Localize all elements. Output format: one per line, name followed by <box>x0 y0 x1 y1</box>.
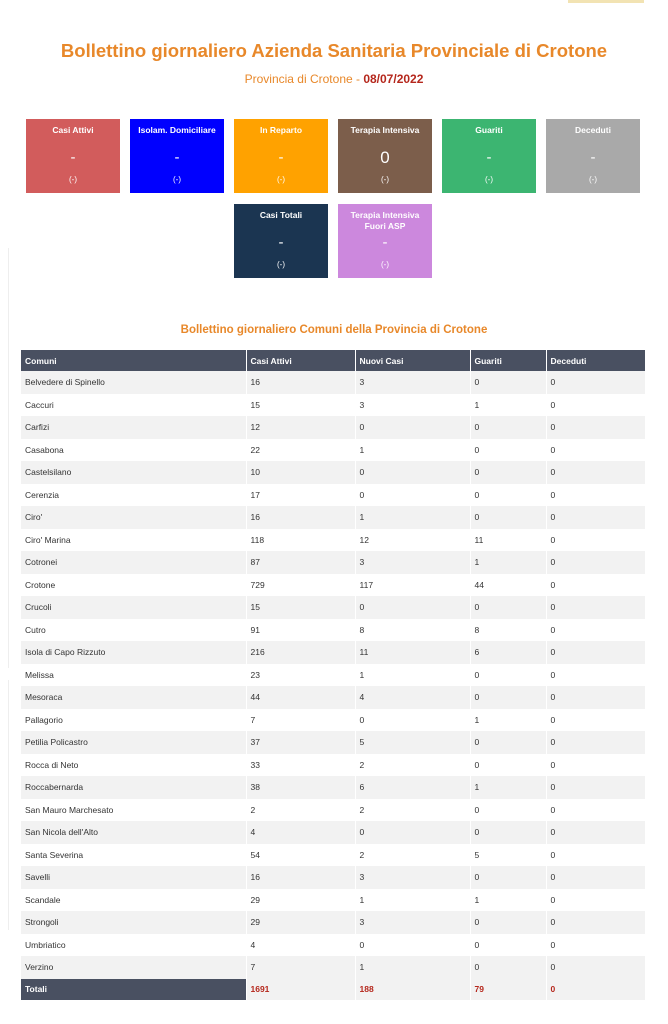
top-edge-decoration <box>568 0 644 3</box>
table-row <box>21 394 645 417</box>
cell-nuovi-casi: 3 <box>355 371 470 394</box>
cell-nuovi-casi: 12 <box>355 529 470 552</box>
cell-comune: Rocca di Neto <box>21 754 246 777</box>
column-header-comuni[interactable]: Comuni <box>21 350 246 371</box>
cell-comune: Scandale <box>21 889 246 912</box>
card-value: 0 <box>380 148 390 167</box>
cell-deceduti: 0 <box>546 596 645 619</box>
cell-comune: Mesoraca <box>21 686 246 709</box>
cell-casi-attivi: 38 <box>246 776 355 799</box>
card-value: - <box>486 149 492 166</box>
cell-casi-attivi: 91 <box>246 619 355 642</box>
cell-deceduti: 0 <box>546 619 645 642</box>
table-row <box>21 686 645 709</box>
card-casi-attivi <box>26 119 120 193</box>
cell-guariti: 0 <box>470 934 546 957</box>
cell-deceduti: 0 <box>546 551 645 574</box>
table-row <box>21 461 645 484</box>
card-delta: (-) <box>381 260 389 269</box>
card-delta: (-) <box>277 260 285 269</box>
cell-comune: Isola di Capo Rizzuto <box>21 641 246 664</box>
cell-guariti: 11 <box>470 529 546 552</box>
cell-comune: San Mauro Marchesato <box>21 799 246 822</box>
cell-comune: Cutro <box>21 619 246 642</box>
cell-deceduti: 0 <box>546 664 645 687</box>
cell-guariti: 6 <box>470 641 546 664</box>
cell-casi-attivi: 87 <box>246 551 355 574</box>
cell-guariti: 0 <box>470 956 546 979</box>
cell-deceduti: 0 <box>546 394 645 417</box>
card-terapia-intensiva <box>338 119 432 193</box>
card-casi-totali <box>234 204 328 278</box>
cell-comune: Ciro' Marina <box>21 529 246 552</box>
cell-nuovi-casi: 0 <box>355 484 470 507</box>
card-delta: (-) <box>277 175 285 184</box>
card-delta: (-) <box>173 175 181 184</box>
cell-guariti: 1 <box>470 889 546 912</box>
cell-comune: Carfizi <box>21 416 246 439</box>
table-row <box>21 844 645 867</box>
left-divider <box>8 248 9 668</box>
cell-guariti: 1 <box>470 709 546 732</box>
table-row <box>21 551 645 574</box>
cell-guariti: 0 <box>470 439 546 462</box>
cell-guariti: 0 <box>470 821 546 844</box>
cell-comune: Casabona <box>21 439 246 462</box>
column-header-nuovi-casi[interactable]: Nuovi Casi <box>355 350 470 371</box>
cell-comune: Crotone <box>21 574 246 597</box>
card-isolam-domiciliare <box>130 119 224 193</box>
card-in-reparto <box>234 119 328 193</box>
cell-deceduti: 0 <box>546 439 645 462</box>
cell-casi-attivi: 17 <box>246 484 355 507</box>
cell-comune: Cerenzia <box>21 484 246 507</box>
cell-comune: Melissa <box>21 664 246 687</box>
cell-nuovi-casi: 117 <box>355 574 470 597</box>
cell-deceduti: 0 <box>546 709 645 732</box>
cell-comune: San Nicola dell'Alto <box>21 821 246 844</box>
cell-comune: Cotronei <box>21 551 246 574</box>
cell-deceduti: 0 <box>546 686 645 709</box>
table-row <box>21 506 645 529</box>
cell-guariti: 0 <box>470 664 546 687</box>
cell-deceduti: 0 <box>546 371 645 394</box>
cell-deceduti: 0 <box>546 821 645 844</box>
cell-guariti: 0 <box>470 371 546 394</box>
table-row <box>21 911 645 934</box>
table-row <box>21 416 645 439</box>
cell-comune: Castelsilano <box>21 461 246 484</box>
left-divider <box>8 680 9 930</box>
cell-guariti: 0 <box>470 416 546 439</box>
cell-guariti: 0 <box>470 754 546 777</box>
table-row <box>21 484 645 507</box>
card-label: Isolam. Domiciliare <box>138 125 216 135</box>
cell-casi-attivi: 29 <box>246 889 355 912</box>
cell-deceduti: 0 <box>546 529 645 552</box>
card-value: - <box>590 149 596 166</box>
cell-deceduti: 0 <box>546 799 645 822</box>
cell-casi-attivi: 23 <box>246 664 355 687</box>
cell-guariti: 0 <box>470 484 546 507</box>
cell-comune: Petilia Policastro <box>21 731 246 754</box>
table-row <box>21 619 645 642</box>
cell-casi-attivi: 216 <box>246 641 355 664</box>
cell-comune: Caccuri <box>21 394 246 417</box>
cell-comune: Pallagorio <box>21 709 246 732</box>
cell-deceduti: 0 <box>546 574 645 597</box>
table-row <box>21 664 645 687</box>
cell-casi-attivi: 33 <box>246 754 355 777</box>
table-row <box>21 776 645 799</box>
cell-nuovi-casi: 2 <box>355 844 470 867</box>
cell-guariti: 1 <box>470 776 546 799</box>
card-label: Terapia Intensiva <box>350 125 420 135</box>
table-row <box>21 889 645 912</box>
page-subtitle <box>0 72 668 86</box>
page-title: Bollettino giornaliero Azienda Sanitaria Provinciale di Crotone <box>60 40 608 61</box>
cell-nuovi-casi: 0 <box>355 821 470 844</box>
cell-nuovi-casi: 8 <box>355 619 470 642</box>
cell-guariti: 5 <box>470 844 546 867</box>
cell-nuovi-casi: 0 <box>355 461 470 484</box>
cell-comune: Umbriatico <box>21 934 246 957</box>
table-body <box>21 371 645 979</box>
cell-deceduti: 0 <box>546 754 645 777</box>
cell-deceduti: 0 <box>546 641 645 664</box>
cell-comune: Roccabernarda <box>21 776 246 799</box>
cell-deceduti: 0 <box>546 776 645 799</box>
table-row <box>21 641 645 664</box>
cell-deceduti: 0 <box>546 484 645 507</box>
cell-comune: Crucoli <box>21 596 246 619</box>
table-row <box>21 934 645 957</box>
cell-comune: Strongoli <box>21 911 246 934</box>
card-label: Casi Totali <box>259 210 303 220</box>
card-delta: (-) <box>381 175 389 184</box>
card-guariti <box>442 119 536 193</box>
cell-casi-attivi: 54 <box>246 844 355 867</box>
cell-deceduti: 0 <box>546 911 645 934</box>
table-row <box>21 596 645 619</box>
cell-nuovi-casi: 4 <box>355 686 470 709</box>
cell-nuovi-casi: 6 <box>355 776 470 799</box>
cell-casi-attivi: 12 <box>246 416 355 439</box>
cell-deceduti: 0 <box>546 461 645 484</box>
cell-casi-attivi: 118 <box>246 529 355 552</box>
cell-nuovi-casi: 0 <box>355 596 470 619</box>
card-value: - <box>382 234 388 251</box>
cell-casi-attivi: 10 <box>246 461 355 484</box>
cell-deceduti: 0 <box>546 844 645 867</box>
cell-comune: Verzino <box>21 956 246 979</box>
card-label: Deceduti <box>575 125 611 135</box>
table-row <box>21 866 645 889</box>
cell-nuovi-casi: 2 <box>355 799 470 822</box>
cell-casi-attivi: 4 <box>246 934 355 957</box>
cell-guariti: 0 <box>470 506 546 529</box>
table-row <box>21 799 645 822</box>
cell-nuovi-casi: 0 <box>355 709 470 732</box>
table-row <box>21 709 645 732</box>
comuni-table <box>21 350 646 1000</box>
card-value: - <box>278 234 284 251</box>
table-row <box>21 529 645 552</box>
cell-casi-attivi: 22 <box>246 439 355 462</box>
cell-guariti: 8 <box>470 619 546 642</box>
card-label: Casi Attivi <box>52 125 94 135</box>
cell-nuovi-casi: 1 <box>355 956 470 979</box>
card-value: - <box>174 149 180 166</box>
table-row <box>21 439 645 462</box>
cell-casi-attivi: 4 <box>246 821 355 844</box>
cell-casi-attivi: 15 <box>246 394 355 417</box>
cell-guariti: 0 <box>470 686 546 709</box>
column-header-casi-attivi[interactable]: Casi Attivi <box>246 350 355 371</box>
cell-deceduti: 0 <box>546 416 645 439</box>
total-deceduti: 0 <box>546 979 645 1000</box>
card-delta: (-) <box>589 175 597 184</box>
cell-nuovi-casi: 1 <box>355 889 470 912</box>
table-row <box>21 821 645 844</box>
cell-casi-attivi: 16 <box>246 371 355 394</box>
cell-guariti: 1 <box>470 394 546 417</box>
cell-nuovi-casi: 0 <box>355 416 470 439</box>
cell-nuovi-casi: 3 <box>355 394 470 417</box>
total-guariti: 79 <box>470 979 546 1000</box>
card-delta: (-) <box>485 175 493 184</box>
card-value: - <box>70 149 76 166</box>
cell-nuovi-casi: 3 <box>355 866 470 889</box>
table-row <box>21 574 645 597</box>
table-row <box>21 371 645 394</box>
cell-guariti: 44 <box>470 574 546 597</box>
cell-nuovi-casi: 1 <box>355 506 470 529</box>
cell-nuovi-casi: 0 <box>355 934 470 957</box>
cell-comune: Savelli <box>21 866 246 889</box>
cell-casi-attivi: 16 <box>246 866 355 889</box>
cell-nuovi-casi: 1 <box>355 439 470 462</box>
header-row <box>21 350 645 371</box>
cell-guariti: 0 <box>470 731 546 754</box>
cell-guariti: 0 <box>470 596 546 619</box>
cell-guariti: 0 <box>470 461 546 484</box>
cell-guariti: 0 <box>470 799 546 822</box>
table-footer <box>21 979 645 1000</box>
card-deceduti <box>546 119 640 193</box>
cell-guariti: 1 <box>470 551 546 574</box>
cell-nuovi-casi: 3 <box>355 911 470 934</box>
cell-nuovi-casi: 2 <box>355 754 470 777</box>
cell-comune: Belvedere di Spinello <box>21 371 246 394</box>
cell-deceduti: 0 <box>546 731 645 754</box>
cell-casi-attivi: 2 <box>246 799 355 822</box>
table-row <box>21 731 645 754</box>
card-terapia-intensiva-fuori-asp <box>338 204 432 278</box>
card-delta: (-) <box>69 175 77 184</box>
cell-deceduti: 0 <box>546 506 645 529</box>
cell-deceduti: 0 <box>546 889 645 912</box>
table-title: Bollettino giornaliero Comuni della Provincia di Crotone <box>180 324 488 336</box>
cell-nuovi-casi: 3 <box>355 551 470 574</box>
cell-nuovi-casi: 11 <box>355 641 470 664</box>
cell-casi-attivi: 7 <box>246 709 355 732</box>
cell-comune: Santa Severina <box>21 844 246 867</box>
card-label: In Reparto <box>259 125 303 135</box>
cell-deceduti: 0 <box>546 934 645 957</box>
table-header <box>21 350 645 371</box>
province-label: Provincia di Crotone - <box>244 72 364 86</box>
totals-label: Totali <box>21 979 246 1000</box>
cell-casi-attivi: 16 <box>246 506 355 529</box>
cell-casi-attivi: 15 <box>246 596 355 619</box>
cell-deceduti: 0 <box>546 956 645 979</box>
bulletin-date: 08/07/2022 <box>363 72 424 86</box>
cell-casi-attivi: 29 <box>246 911 355 934</box>
totals-row <box>21 979 645 1000</box>
cell-guariti: 0 <box>470 866 546 889</box>
total-casi-attivi: 1691 <box>246 979 355 1000</box>
cell-casi-attivi: 7 <box>246 956 355 979</box>
cell-guariti: 0 <box>470 911 546 934</box>
card-label: Terapia Intensiva Fuori ASP <box>350 210 420 231</box>
total-nuovi-casi: 188 <box>355 979 470 1000</box>
cell-deceduti: 0 <box>546 866 645 889</box>
table-row <box>21 956 645 979</box>
cell-nuovi-casi: 1 <box>355 664 470 687</box>
cell-nuovi-casi: 5 <box>355 731 470 754</box>
column-header-deceduti[interactable]: Deceduti <box>546 350 645 371</box>
cell-comune: Ciro' <box>21 506 246 529</box>
card-value: - <box>278 149 284 166</box>
table-row <box>21 754 645 777</box>
cell-casi-attivi: 729 <box>246 574 355 597</box>
card-label: Guariti <box>475 125 503 135</box>
cell-casi-attivi: 44 <box>246 686 355 709</box>
cell-casi-attivi: 37 <box>246 731 355 754</box>
column-header-guariti[interactable]: Guariti <box>470 350 546 371</box>
